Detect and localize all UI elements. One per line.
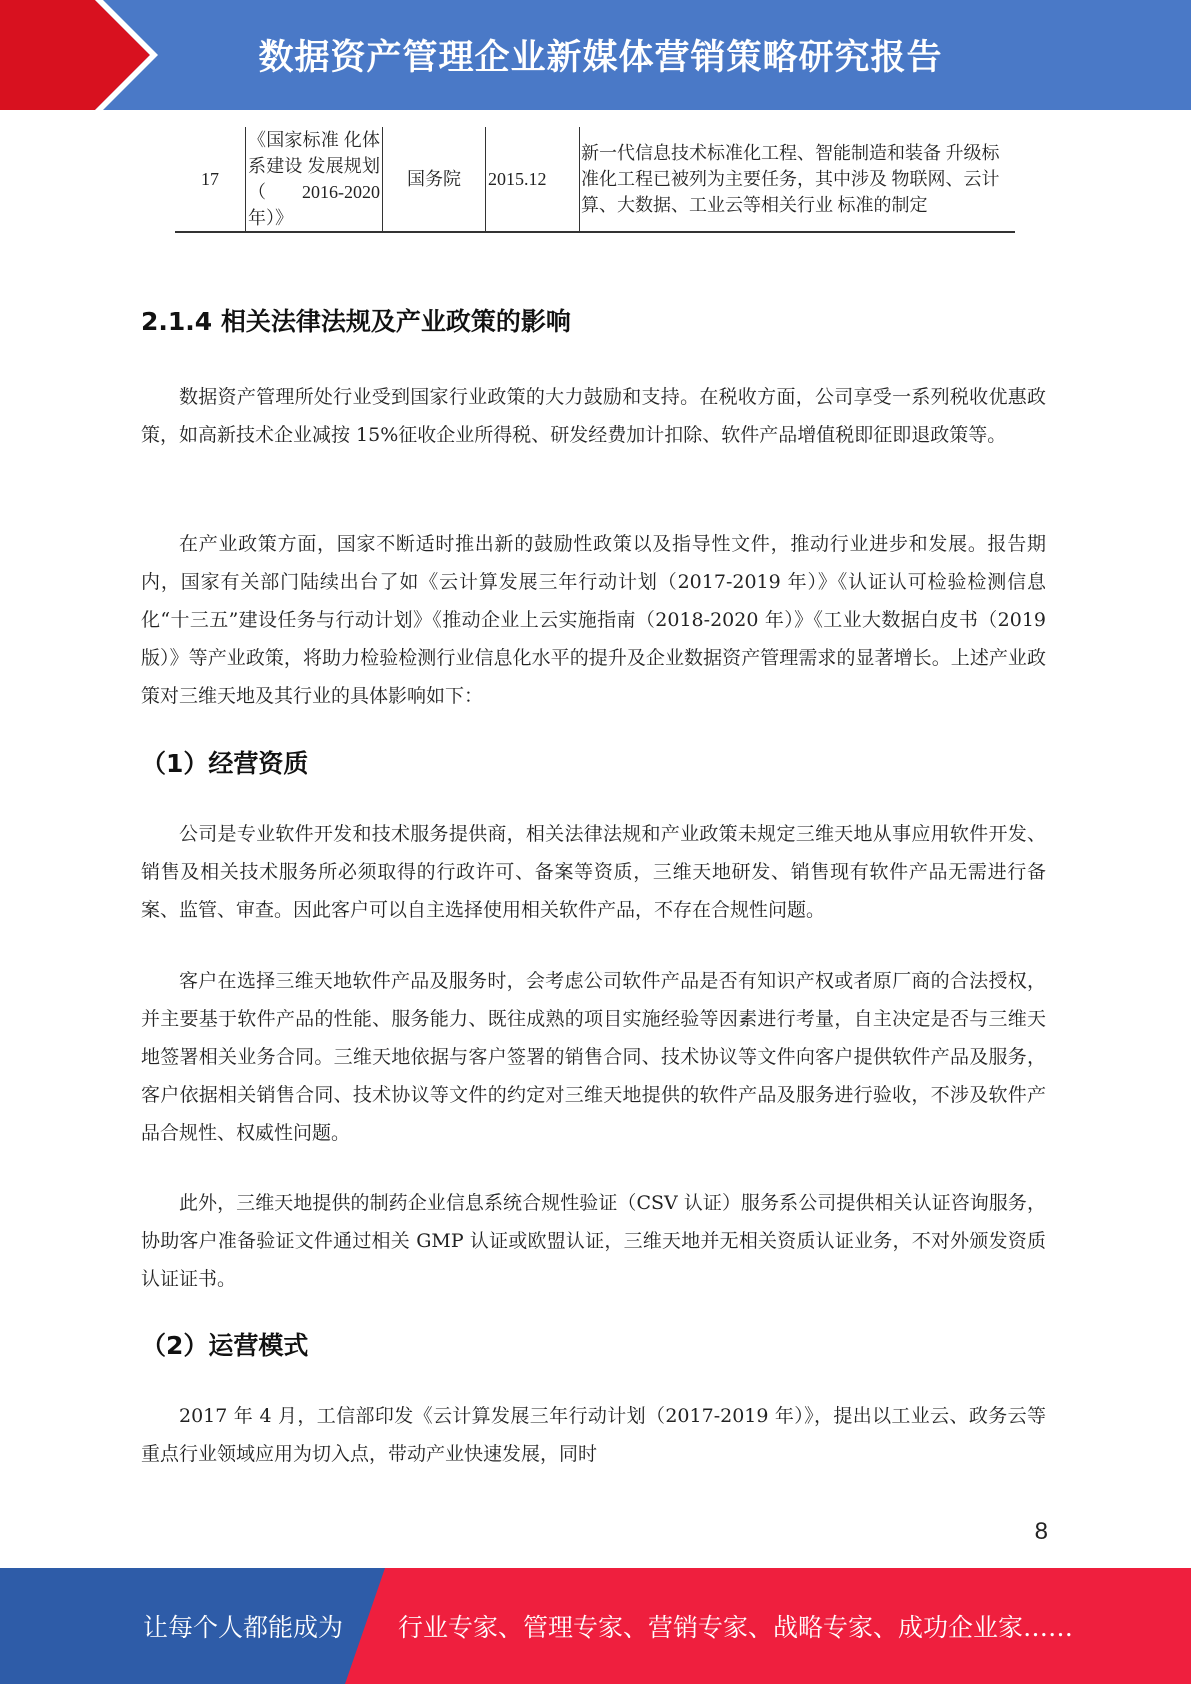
subsection-1-paragraph-1: 公司是专业软件开发和技术服务提供商，相关法律法规和产业政策未规定三维天地从事应用软件开发、销售及相关技术服务所必须取得的行政许可、备案等资质，三维天地研发、销售现有软件产品无需进行备案、监管、审查。因此客户可以自主选择使用相关软件产品，不存在合规性问题。 (141, 823, 1046, 921)
issue-date: 2015.12 (486, 127, 580, 232)
policy-name: 《国家标准 化体系建设 发展规划 （ 2016-2020年）》 (246, 127, 383, 232)
page-number: 8 (1034, 1518, 1048, 1545)
subsection-1-paragraph-2: 客户在选择三维天地软件产品及服务时，会考虑公司软件产品是否有知识产权或者原厂商的合法授权，并主要基于软件产品的性能、服务能力、既往成熟的项目实施经验等因素进行考量，自主决定是否与三维天地签署相关业务合同。三维天地依据与客户签署的销售合同、技术协议等文件向客户提供软件产品及服务，客户依据相关销售合同、技术协议等文件的约定对三维天地提供的软件产品及服务进行验收，不涉及软件产品合规性、权威性问题。 (141, 970, 1046, 1144)
footer-slogan-left: 让每个人都能成为 (143, 1613, 344, 1642)
footer-banner (0, 1568, 1191, 1684)
table-row (175, 127, 1015, 232)
issuing-org: 国务院 (383, 127, 486, 232)
subsection-2-heading: （2）运营模式 (141, 1331, 309, 1360)
row-number: 17 (175, 127, 246, 232)
policy-content: 新一代信息技术标准化工程、智能制造和装备 升级标准化工程已被列为主要任务，其中涉及 物联网、云计算、大数据、工业云等相关行业 标准的制定 (580, 127, 1016, 232)
subsection-1-heading: （1）经营资质 (141, 749, 309, 778)
section-paragraph-2: 在产业政策方面，国家不断适时推出新的鼓励性政策以及指导性文件，推动行业进步和发展。报告期内，国家有关部门陆续出台了如《云计算发展三年行动计划（2017-2019 年）》《认证认可检验检测信息化“十三五”建设任务与行动计划》《推动企业上云实施指南（2018-2020 年）》《工业大数据白皮书（2019 版）》等产业政策，将助力检验检测行业信息化水平的提升及企业数据资产管理需求的显著增长。上述产业政策对三维天地及其行业的具体影响如下： (141, 533, 1046, 707)
section-heading: 2.1.4 相关法律法规及产业政策的影响 (141, 307, 571, 336)
subsection-1-paragraph-3: 此外，三维天地提供的制药企业信息系统合规性验证（CSV 认证）服务系公司提供相关认证咨询服务，协助客户准备验证文件通过相关 GMP 认证或欧盟认证，三维天地并无相关资质认证业务，不对外颁发资质认证证书。 (141, 1192, 1046, 1290)
report-title: 数据资产管理企业新媒体营销策略研究报告 (258, 38, 943, 78)
subsection-2-paragraph-1: 2017 年 4 月，工信部印发《云计算发展三年行动计划（2017-2019 年）》，提出以工业云、政务云等重点行业领域应用为切入点，带动产业快速发展，同时 (141, 1405, 1046, 1465)
footer-slogan-right: 行业专家、管理专家、营销专家、战略专家、成功企业家…… (398, 1613, 1074, 1642)
policy-table (175, 127, 1015, 233)
header-banner (0, 0, 1191, 110)
section-paragraph-1: 数据资产管理所处行业受到国家行业政策的大力鼓励和支持。在税收方面，公司享受一系列税收优惠政策，如高新技术企业减按 15%征收企业所得税、研发经费加计扣除、软件产品增值税即征即退政策等。 (141, 386, 1046, 446)
